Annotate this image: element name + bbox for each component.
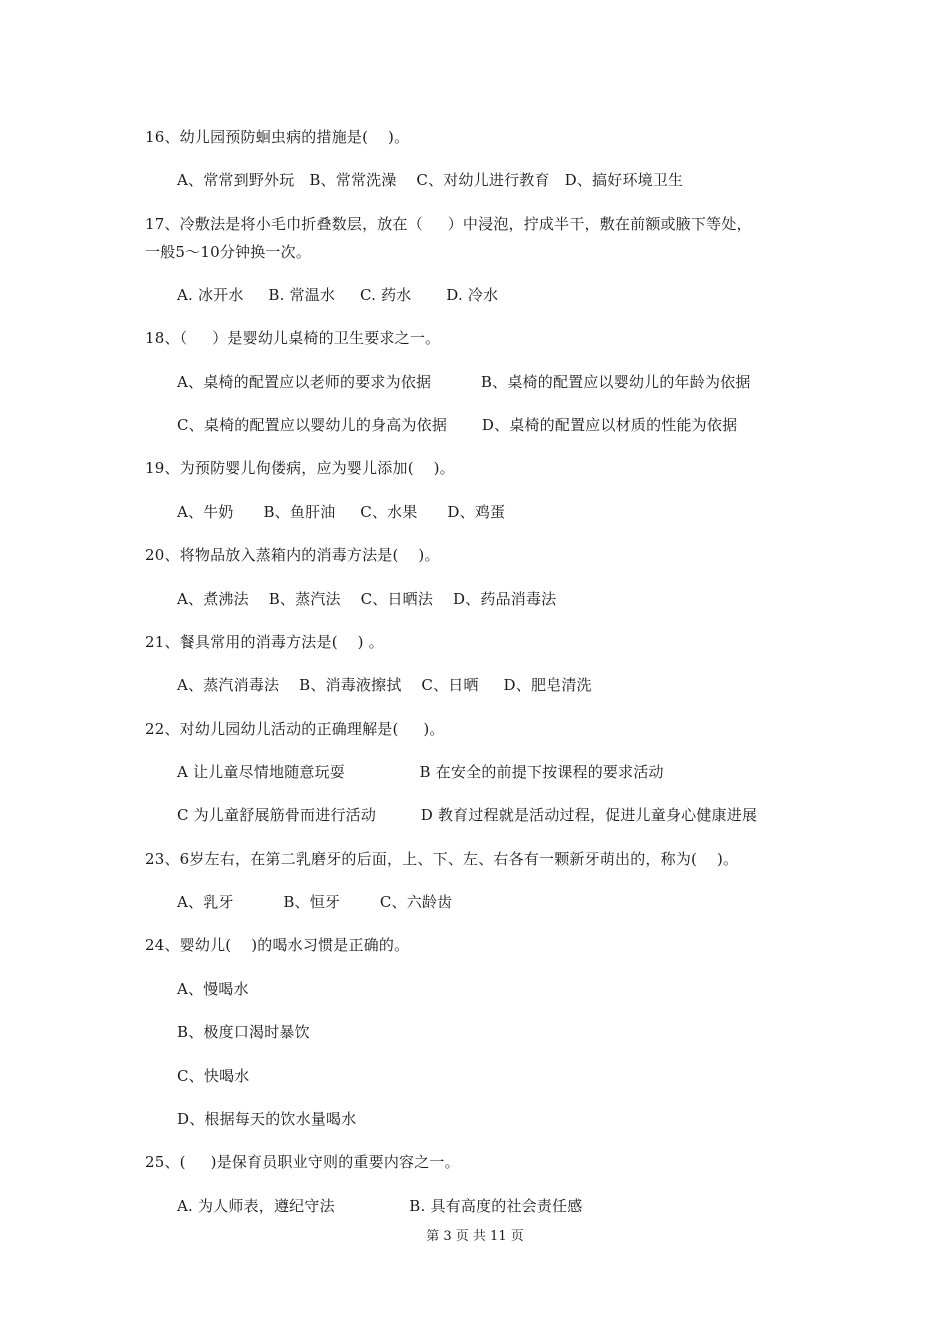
question-21-options: A、蒸汽消毒法 B、消毒液擦拭 C、日晒 D、肥皂清洗 [177, 676, 592, 694]
question-17-stem: 17、冷敷法是将小毛巾折叠数层，放在（ ）中浸泡，拧成半干，敷在前额或腋下等处， [145, 215, 752, 233]
question-16-options: A、常常到野外玩 B、常常洗澡 C、对幼儿进行教育 D、搞好环境卫生 [177, 171, 684, 189]
question-24-option-a: A、慢喝水 [177, 980, 249, 998]
question-23-stem: 23、6岁左右，在第二乳磨牙的后面，上、下、左、右各有一颗新牙萌出的，称为( )。 [145, 850, 739, 868]
question-16-stem: 16、幼儿园预防蛔虫病的措施是( )。 [145, 128, 410, 146]
question-23-options: A、乳牙 B、恒牙 C、六龄齿 [177, 893, 453, 911]
question-18-options-cd: C、桌椅的配置应以婴幼儿的身高为依据 D、桌椅的配置应以材质的性能为依据 [177, 416, 738, 434]
question-24-stem: 24、婴幼儿( )的喝水习惯是正确的。 [145, 936, 410, 954]
question-17-stem-continued: 一般5～10分钟换一次。 [145, 243, 312, 261]
page-footer: 第 3 页 共 11 页 [426, 1229, 524, 1244]
question-17-options: A. 冰开水 B. 常温水 C. 药水 D. 冷水 [177, 286, 499, 304]
question-18-options-ab: A、桌椅的配置应以老师的要求为依据 B、桌椅的配置应以婴幼儿的年龄为依据 [177, 373, 751, 391]
question-21-stem: 21、餐具常用的消毒方法是( ) 。 [145, 633, 384, 651]
question-20-options: A、煮沸法 B、蒸汽法 C、日晒法 D、药品消毒法 [177, 590, 557, 608]
question-24-option-b: B、极度口渴时暴饮 [177, 1023, 310, 1041]
question-24-option-c: C、快喝水 [177, 1067, 250, 1085]
question-22-options-cd: C 为儿童舒展筋骨而进行活动 D 教育过程就是活动过程，促进儿童身心健康进展 [177, 806, 758, 824]
question-19-stem: 19、为预防婴儿佝偻病，应为婴儿添加( )。 [145, 459, 455, 477]
question-22-stem: 22、对幼儿园幼儿活动的正确理解是( )。 [145, 720, 445, 738]
question-18-stem: 18、（ ）是婴幼儿桌椅的卫生要求之一。 [145, 329, 441, 347]
question-25-stem: 25、( )是保育员职业守则的重要内容之一。 [145, 1153, 460, 1171]
question-20-stem: 20、将物品放入蒸箱内的消毒方法是( )。 [145, 546, 440, 564]
question-19-options: A、牛奶 B、鱼肝油 C、水果 D、鸡蛋 [177, 503, 506, 521]
question-25-options: A. 为人师表，遵纪守法 B. 具有高度的社会责任感 [177, 1197, 583, 1215]
question-24-option-d: D、根据每天的饮水量喝水 [177, 1110, 357, 1128]
question-22-options-ab: A 让儿童尽情地随意玩耍 B 在安全的前提下按课程的要求活动 [177, 763, 664, 781]
